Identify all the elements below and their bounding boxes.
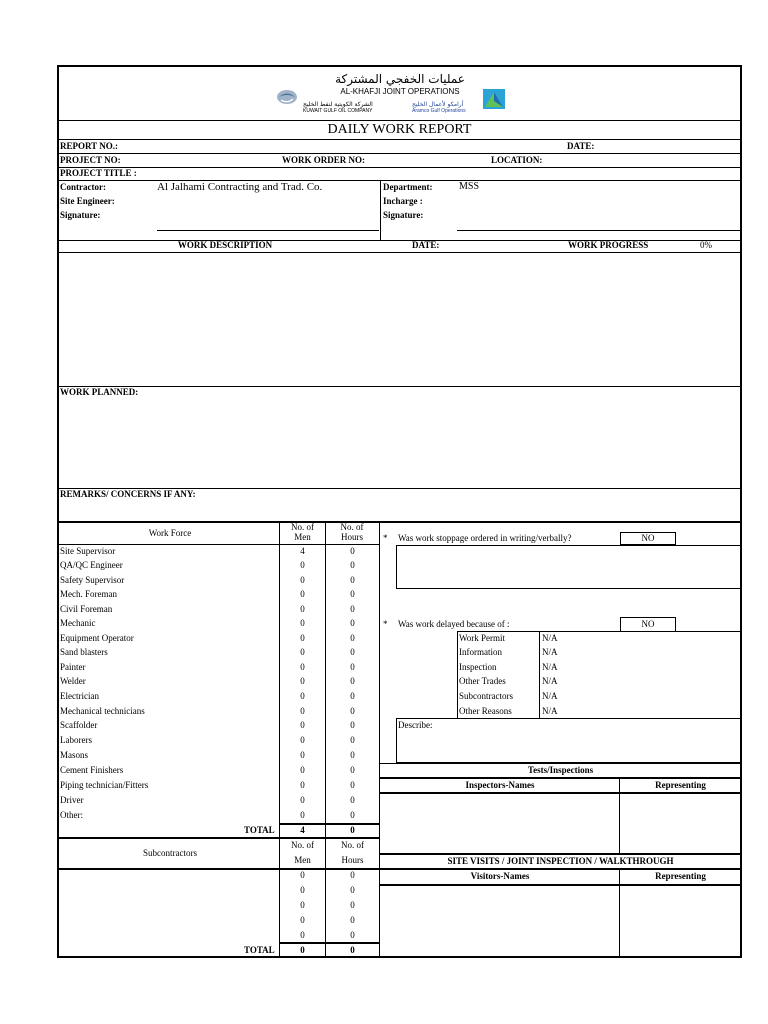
work-planned-label: WORK PLANNED: [60, 387, 139, 397]
describe-box [396, 718, 742, 763]
work-progress-value: 0% [700, 240, 712, 250]
sub-total-hours: 0 [350, 945, 355, 955]
aramco-logo-icon [483, 89, 505, 109]
tests-representing-header: Representing [655, 780, 706, 790]
subcontractors-header: Subcontractors [143, 848, 197, 858]
tests-title: Tests/Inspections [527, 765, 594, 775]
sub-total-label: TOTAL [244, 945, 275, 955]
site-engineer-label: Site Engineer: [60, 196, 115, 206]
workforce-total-hours: 0 [350, 825, 355, 835]
visits-title: SITE VISITS / JOINT INSPECTION / WALKTHROUGH [447, 856, 674, 866]
work-progress-label: WORK PROGRESS [568, 240, 649, 250]
project-no-label: PROJECT NO: [60, 155, 121, 165]
report-title: DAILY WORK REPORT [327, 122, 472, 137]
delay-answer: NO [641, 619, 655, 629]
department-value: MSS [459, 181, 480, 192]
date-label: DATE: [567, 141, 595, 151]
stoppage-answer: NO [641, 533, 655, 543]
men-header-1: No. of [291, 522, 314, 532]
stoppage-detail-box [396, 545, 742, 589]
men-header-2: Men [294, 532, 311, 542]
remarks-label: REMARKS/ CONCERNS IF ANY: [60, 489, 196, 499]
work-order-label: WORK ORDER NO: [282, 155, 365, 165]
contractor-value: Al Jalhami Contracting and Trad. Co. [157, 181, 323, 193]
sub-men-header-2: Men [294, 855, 311, 865]
delay-bullet: * [383, 619, 388, 629]
hours-header-2: Hours [341, 532, 363, 542]
delay-question: Was work delayed because of : [398, 619, 510, 629]
department-label: Department: [383, 182, 433, 192]
sub-hours-header-1: No. of [341, 840, 364, 850]
signature-label: Signature: [60, 210, 101, 220]
kgoc-arabic: الشركة الكويتية لنفط الخليج [303, 101, 373, 108]
arabic-title: عمليات الخفجي المشتركة [335, 72, 465, 86]
report-no-label: REPORT NO.: [60, 141, 119, 151]
workforce-header: Work Force [148, 528, 192, 538]
kgoc-logo-icon [276, 88, 298, 106]
signature2-label: Signature: [383, 210, 424, 220]
project-title-label: PROJECT TITLE : [60, 168, 137, 178]
stoppage-question: Was work stoppage ordered in writing/verbally? [398, 533, 572, 543]
sub-men-header-1: No. of [291, 840, 314, 850]
describe-label: Describe: [398, 720, 433, 730]
work-description-label: WORK DESCRIPTION [177, 240, 273, 250]
sub-total-men: 0 [300, 945, 305, 955]
stoppage-bullet: * [383, 533, 388, 543]
sub-hours-header-2: Hours [341, 855, 364, 865]
contractor-label: Contractor: [60, 182, 106, 192]
org-name: AL-KHAFJI JOINT OPERATIONS [340, 87, 460, 96]
inspectors-header: Inspectors-Names [465, 780, 535, 790]
workforce-total-men: 4 [300, 825, 305, 835]
visitors-header: Visitors-Names [470, 871, 530, 881]
aramco-arabic: أرامكو لأعمال الخليج [412, 101, 464, 108]
aramco-name: Aramco Gulf Operations [412, 108, 466, 114]
kgoc-name: KUWAIT GULF OIL COMPANY [303, 108, 373, 114]
location-label: LOCATION: [491, 155, 543, 165]
hours-header-1: No. of [340, 522, 364, 532]
work-date-label: DATE: [412, 240, 440, 250]
visits-representing-header: Representing [655, 871, 706, 881]
incharge-label: Incharge : [383, 196, 423, 206]
workforce-total-label: TOTAL [244, 825, 275, 835]
